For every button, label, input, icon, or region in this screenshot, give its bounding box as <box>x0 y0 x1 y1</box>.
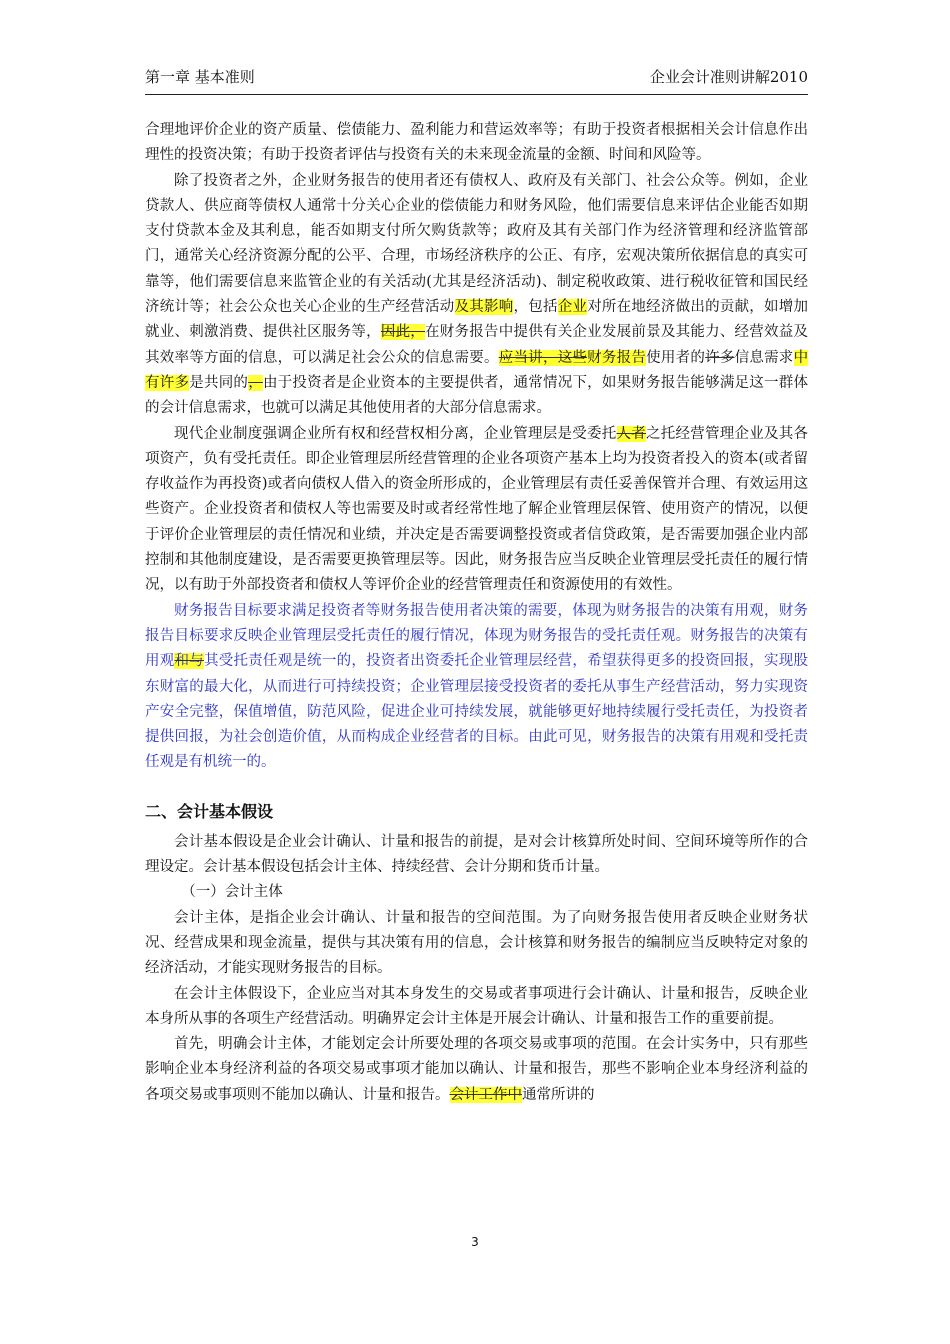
text-run: 使用者的 <box>646 349 706 366</box>
text-run: 对所在地经济做出的贡献，如增加就业、刺激消费、提供社区服务等， <box>145 299 809 341</box>
text-run: 在会计主体假设下，企业应当对其本身发生的交易或者事项进行会计确认、计量和报告，反映企业本身所从事的各项生产经营活动。明确界定会计主体是开展会计确认、计量和报告工作的重要前提。 <box>145 985 808 1027</box>
text-run: 除了投资者之外，企业财务报告的使用者还有债权人、政府及有关部门、社会公众等。例如，企业贷款人、供应商等债权人通常十分关心企业的偿债能力和财务风险，他们需要信息来评估企业能否如期支付贷款本金及其利息，能否如期支付所欠购货款等；政府及其有关部门作为经济管理和经济监管部门，通常关心经济资源分配的公平、合理，市场经济秩序的公正、有序，宏观决策所依据信息的真实可靠等，他们需要信息来监管企业的有关活动(尤其是经济活动)、制定税收政策、进行税收征管和国民经济统计等；社会公众也关心企业的生产经营活动 <box>145 172 808 316</box>
paragraph-3 <box>145 422 808 599</box>
highlight-mark: 会计工作中 <box>449 1086 522 1103</box>
highlight-mark: 财务报告 <box>587 349 647 366</box>
text-run: 财务报告目标要求满足投资者等财务报告使用者决策的需要，体现为财务报告的决策有用观，财务报告目标要求反映企业管理层受托责任的履行情况，体现为财务报告的受托责任观。财务报告的决策有用观 <box>145 602 808 670</box>
text-run: 首先，明确会计主体，才能划定会计所要处理的各项交易或事项的范围。在会计实务中，只有那些影响企业本身经济利益的各项交易或事项才能加以确认、计量和报告，那些不影响企业本身经济利益的各项交易或事项则不能加以确认、计量和报告。 <box>145 1036 808 1103</box>
text-run: 通常所讲的 <box>522 1086 595 1103</box>
page-body <box>145 118 808 1108</box>
page-header <box>145 66 808 88</box>
text-run: 信息需求 <box>734 349 794 366</box>
text-run: 会计主体，是指企业会计确认、计量和报告的空间范围。为了向财务报告使用者反映企业财务状况、经营成果和现金流量，提供与其决策有用的信息，会计核算和财务报告的编制应当反映特定对象的经济活动，才能实现财务报告的目标。 <box>145 909 808 977</box>
page-footer <box>0 1235 950 1249</box>
text-run: 由于投资者是企业资本的主要提供者，通常情况下，如果财务报告能够满足这一群体的会计信息需求，也就可以满足其他使用者的大部分信息需求。 <box>145 374 809 417</box>
header-divider <box>145 94 808 95</box>
text-run: 在财务报告中提供有关企业发展前景及其能力、经营效益及其效率等方面的信息，可以满足社会公众的信息需要。 <box>145 324 809 366</box>
page-number: 3 <box>471 1235 479 1249</box>
paragraph-4-inserted <box>145 599 808 776</box>
text-run: 会计基本假设是企业会计确认、计量和报告的前提，是对会计核算所处时间、空间环境等所作的合理设定。会计基本假设包括会计主体、持续经营、会计分期和货币计量。 <box>145 833 808 876</box>
text-run: 合理地评价企业的资产质量、偿债能力、盈利能力和营运效率等；有助于投资者根据相关会计信息作出理性的投资决策；有助于投资者评估与投资有关的未来现金流量的金额、时间和风险等。 <box>145 122 808 164</box>
paragraph-2 <box>145 169 808 422</box>
highlight-mark: 中有许多 <box>145 349 809 391</box>
text-run: 之托经营管理企业及其各项资产，负有受托责任。即企业管理层所经营管理的企业各项资产基本上均为投资者投入的资本(或者留存收益作为再投资)或者向债权人借入的资金所形成的，企业管理层有责任妥善保管并合理、有效运用这些资产。企业投资者和债权人等也需要及时或者经常性地了解企业管理层保管、使用资产的情况，以便于评价企业管理层的责任情况和业绩，并决定是否需要调整投资或者信贷政策，是否需要加强企业内部控制和其他制度建设，是否需要更换管理层等。因此，财务报告应当反映企业管理层受托责任的履行情况，以有助于外部投资者和债权人等评价企业的经营管理责任和资源使用的有效性。 <box>145 425 808 594</box>
text-run: ，包括 <box>513 299 558 316</box>
text-run: 其受托责任观是统一的，投资者出资委托企业管理层经营，希望获得更多的投资回报，实现股东财富的最大化，从而进行可持续投资；企业管理层接受投资者的委托从事生产经营活动，努力实现资产安全完整，保值增值，防范风险，促进企业可持续发展，就能够更好地持续履行受托责任，为投资者提供回报，为社会创造价值，从而构成企业经营者的目标。由此可见，财务报告的决策有用观和受托责任观是有机统一的。 <box>145 653 809 771</box>
text-run: （一）会计主体 <box>181 884 283 901</box>
strikethrough-mark: 应当讲，这些 <box>498 349 588 366</box>
highlight-mark: 人者 <box>616 425 646 442</box>
highlight-mark: 企业 <box>557 299 588 316</box>
strikethrough-mark: 许多 <box>705 349 735 366</box>
strikethrough-mark: 因此， <box>380 324 426 341</box>
book-title: 企业会计准则讲解2010 <box>649 68 808 86</box>
paragraph-8 <box>145 1032 808 1108</box>
highlight-mark: 和与 <box>174 653 204 670</box>
paragraph-5 <box>145 830 808 881</box>
paragraph-1 <box>145 118 808 169</box>
chapter-title: 第一章 基本准则 <box>145 68 255 86</box>
text-run: 是共同的 <box>189 374 249 391</box>
text-run: 现代企业制度强调企业所有权和经营权相分离，企业管理层是受委托 <box>174 425 617 442</box>
paragraph-6 <box>145 906 808 982</box>
paragraph-7 <box>145 982 808 1033</box>
subsection-heading <box>145 880 808 905</box>
strikethrough-mark: ， <box>248 374 263 391</box>
section-heading: 二、会计基本假设 <box>145 801 274 821</box>
highlight-mark: 及其影响 <box>454 299 514 316</box>
